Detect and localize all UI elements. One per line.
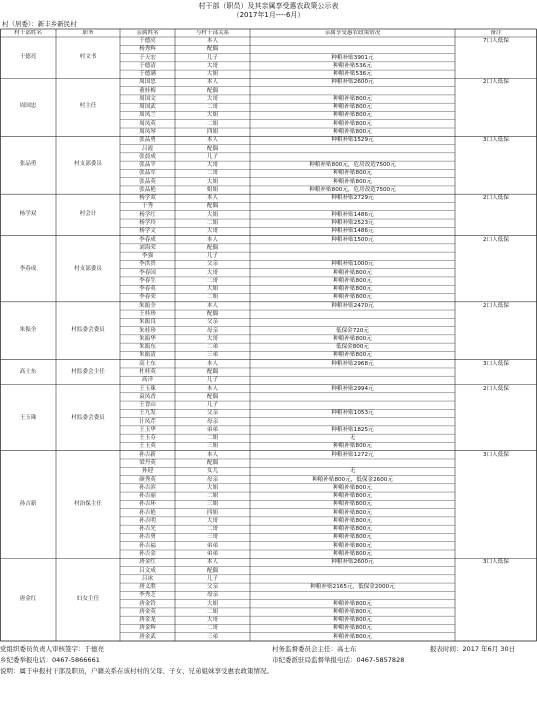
policy-info: 种粮补贴1272元 <box>331 451 374 458</box>
policy-info: 种粮补贴800元 <box>333 617 372 624</box>
policy-info: 种粮补贴800元 <box>333 608 372 615</box>
relative-name: 李秀芝 <box>139 592 156 599</box>
relative-name: 计凤芹 <box>139 418 156 425</box>
relative-name: 颜秀英 <box>139 476 156 483</box>
relation: 二姐 <box>206 220 219 227</box>
policy-info: 种粮补贴800元 <box>333 443 372 450</box>
relation: 配偶 <box>206 203 219 210</box>
relation: 三哥 <box>206 534 219 541</box>
relative-name: 朱振清 <box>139 352 156 359</box>
relative-name: 王玉芬 <box>139 435 156 442</box>
relative-name: 唐金英 <box>139 608 156 615</box>
policy-info: 种粮补贴800元 <box>333 501 372 508</box>
relation: 配偶 <box>206 459 219 466</box>
relation: 大姐 <box>206 286 219 293</box>
relation: 配偶 <box>206 244 219 251</box>
policy-info <box>251 45 454 53</box>
remark: 7口人低保 <box>483 38 509 44</box>
relative-name: 董桂梅 <box>139 87 156 94</box>
relative-name: 王玉华 <box>139 426 156 433</box>
relative-name: 张品平 <box>139 162 156 169</box>
relative-name: 王晋山 <box>139 402 156 409</box>
relative-name: 杨秀辉 <box>139 46 156 53</box>
relative-name: 唐金铃 <box>139 600 156 607</box>
relation: 配偶 <box>206 311 219 318</box>
relative-name: 王玉英 <box>139 443 156 450</box>
policy-info <box>251 244 454 252</box>
relation: 配偶 <box>206 567 219 574</box>
footer-note: 说明：属于申报村干部及职员，户籍关系在该村村的父母、子女、兄弟姐妹享受惠农政策情况。 <box>0 667 273 675</box>
relation: 大姐 <box>206 71 219 78</box>
cadre-name: 唐金红 <box>19 596 37 603</box>
remark: 3口人低保 <box>483 559 509 566</box>
policy-info: 种粮补贴2968元 <box>331 360 374 367</box>
relation: 大哥 <box>206 335 219 342</box>
remark: 2口人低保 <box>483 195 509 202</box>
remark: 3口人低保 <box>483 137 509 144</box>
relative-name: 孙吉艳 <box>139 509 156 516</box>
relation: 大哥 <box>206 95 219 102</box>
relative-name: 周国忠 <box>139 79 156 86</box>
policy-info <box>251 37 454 45</box>
policy-info: 种粮补贴800元 <box>333 509 372 516</box>
relative-name: 朱振华 <box>139 335 156 342</box>
policy-info: 种粮补贴2729元 <box>331 195 374 202</box>
policy-info: 种粮补贴2523元 <box>331 220 374 227</box>
relation: 姐姐 <box>206 186 219 193</box>
relative-name: 李洪贵 <box>139 261 156 268</box>
relative-name: 于德满 <box>139 71 156 78</box>
relative-name: 孙吉勇 <box>139 534 156 541</box>
relation: 四姐 <box>206 509 219 516</box>
policy-info <box>251 418 454 426</box>
policy-info: 种粮补贴1486元 <box>331 211 374 218</box>
relative-name: 杨学双 <box>139 195 156 202</box>
cadre-name: 高士东 <box>19 368 37 375</box>
relation: 二姐 <box>206 493 219 500</box>
relation: 四姐 <box>206 129 219 135</box>
policy-info: 低保金800元 <box>335 344 370 351</box>
policy-info: 种粮补贴2600元 <box>331 79 374 86</box>
cadre-duty: 村治保主任 <box>74 500 102 507</box>
relation: 二弟 <box>206 344 219 351</box>
relation: 三弟 <box>206 633 219 640</box>
relative-name: 李春英 <box>139 286 156 293</box>
policy-info <box>251 393 454 401</box>
column-header: 职务 <box>82 30 94 36</box>
relative-name: 张品英 <box>139 178 156 185</box>
relation: 配偶 <box>206 393 219 400</box>
relative-name: 李强 <box>141 253 154 260</box>
relative-name: 周凤琴 <box>139 129 156 135</box>
policy-info: 种粮补贴1053元 <box>331 410 374 417</box>
policy-info: 种粮补贴800元 <box>333 484 372 491</box>
footer-report-time: 报表时间：2017 年6月 30日 <box>430 645 516 653</box>
relative-name: 孙吉丽 <box>139 493 156 500</box>
cadre-duty: 村支部委员 <box>74 265 102 272</box>
remark: 3口人低保 <box>483 360 509 367</box>
relation: 本人 <box>206 451 219 458</box>
cadre-duty: 村支部委员 <box>74 161 102 168</box>
relative-name: 刘海荣 <box>139 244 156 251</box>
relative-name: 唐金辉 <box>139 625 156 632</box>
unit-label: 村（居委）：新丰乡新民村 <box>2 20 77 28</box>
policy-info <box>251 252 454 260</box>
footer-phone2: 市纪委派驻局监督举报电话：0467-5857828 <box>272 656 405 664</box>
policy-info: 种粮补贴800元 <box>333 269 372 276</box>
relative-name: 唐金武 <box>139 633 156 640</box>
policy-info: 种粮补贴800元 <box>333 542 372 549</box>
relation: 弟弟 <box>206 550 219 557</box>
relative-name: 李春生 <box>139 277 156 284</box>
period: （2017年1月----6月） <box>232 11 305 19</box>
relation: 儿子 <box>206 377 219 384</box>
relation: 本人 <box>206 236 219 243</box>
relative-name: 杨学玲 <box>139 220 156 227</box>
relative-name: 孙吉光 <box>139 526 156 533</box>
policy-info: 种粮补贴800元 <box>333 277 372 284</box>
relative-name: 孙吉福 <box>139 542 156 549</box>
relative-name: 周国文 <box>139 95 156 102</box>
policy-info: 种粮补贴800元 <box>333 120 372 127</box>
policy-info: 种粮补贴800元，危房改造7500元 <box>309 162 396 169</box>
relation: 二哥 <box>206 526 219 533</box>
relation: 大哥 <box>206 517 219 524</box>
relative-name: 唐金红 <box>139 559 156 566</box>
policy-info: 无 <box>349 468 356 475</box>
relative-name: 高士东 <box>139 360 156 367</box>
relative-name: 杨学红 <box>139 211 156 218</box>
relative-name: 王玉珠 <box>139 385 156 392</box>
relative-name: 于德清 <box>139 62 156 69</box>
relation: 二姐 <box>206 294 219 301</box>
relative-name: 孙吉明 <box>139 517 156 524</box>
policy-info: 种粮补贴536元 <box>333 71 372 78</box>
policy-info: 种粮补贴800元 <box>333 178 372 185</box>
footer-supervisor: 村务监督委员会主任：高士东 <box>272 645 357 653</box>
relation: 本人 <box>206 79 219 86</box>
relation: 二姐 <box>206 120 219 127</box>
policy-info: 种粮补贴800元，低保金2600元 <box>312 476 393 483</box>
relation: 二哥 <box>206 104 219 111</box>
cadre-name: 周国忠 <box>19 103 37 110</box>
relative-name: 唐义胜 <box>139 584 156 591</box>
policy-info <box>251 145 454 153</box>
relative-name: 周凤英 <box>139 120 156 127</box>
relation: 父亲 <box>206 261 219 268</box>
relation: 本人 <box>206 360 219 367</box>
cadre-duty: 村会计 <box>79 211 97 218</box>
remark: 2口人低保 <box>483 236 509 243</box>
remark: 2口人低保 <box>483 79 509 86</box>
relation: 儿子 <box>206 575 219 582</box>
relative-name: 孙吉滨 <box>139 484 156 491</box>
relative-name: 朱振全 <box>139 302 156 309</box>
policy-info: 种粮补贴800元 <box>333 550 372 557</box>
relation: 本人 <box>206 385 219 392</box>
relative-name: 吕冰 <box>141 575 154 582</box>
relative-name: 吕文成 <box>139 567 156 574</box>
relation: 大姐 <box>206 484 219 491</box>
relative-name: 张品艳 <box>139 186 156 193</box>
cadre-name: 杨学双 <box>19 211 37 218</box>
policy-info: 种粮补贴2470元 <box>331 302 374 309</box>
policy-info: 种粮补贴1486元 <box>331 228 374 235</box>
policy-info: 种粮补贴800元，危房改造7500元 <box>309 186 396 193</box>
relative-name: 袁凤香 <box>139 393 156 400</box>
relation: 父亲 <box>206 410 219 417</box>
policy-info <box>251 368 454 376</box>
relative-name: 吕霞 <box>141 145 154 152</box>
relation: 大哥 <box>206 269 219 276</box>
relation: 三姐 <box>206 501 219 508</box>
policy-info <box>251 575 454 583</box>
policy-info: 种粮补贴800元 <box>333 534 372 541</box>
policy-info: 种粮补贴1825元 <box>331 426 374 433</box>
policy-info: 种粮补贴800元 <box>333 129 372 135</box>
cadre-duty: 妇女主任 <box>76 596 100 603</box>
relation: 大哥 <box>206 228 219 235</box>
relation: 父亲 <box>206 319 219 326</box>
cadre-name: 王玉珠 <box>19 414 37 421</box>
cadre-duty: 村主任 <box>79 103 97 110</box>
policy-info: 种粮补贴2600元 <box>331 559 374 566</box>
relation: 本人 <box>206 137 219 144</box>
relation: 母亲 <box>206 327 219 334</box>
policy-info <box>251 376 454 384</box>
relation: 配偶 <box>206 87 219 94</box>
policy-info <box>251 202 454 210</box>
policy-info: 种粮补贴1000元 <box>331 261 374 268</box>
relation: 二姐 <box>206 608 219 615</box>
relation: 二姐 <box>206 435 219 442</box>
remark: 3口人低保 <box>483 451 509 458</box>
page-title: 村干部（职员）及其亲属享受惠农政策公示表 <box>198 2 339 10</box>
policy-info: 无 <box>349 435 356 442</box>
relative-name: 孙吉新 <box>139 451 156 458</box>
policy-info: 种粮补贴800元 <box>333 625 372 632</box>
relation: 大姐 <box>206 211 219 218</box>
policy-info: 种粮补贴800元 <box>333 112 372 119</box>
relation: 本人 <box>206 559 219 566</box>
relative-name: 梁丹英 <box>139 459 156 466</box>
relation: 配偶 <box>206 368 219 375</box>
relation: 配偶 <box>206 145 219 152</box>
policy-info: 种粮补贴800元 <box>333 352 372 359</box>
relative-name: 于秀 <box>141 203 154 210</box>
relation: 本人 <box>206 195 219 202</box>
policy-info: 种粮补贴800元 <box>333 517 372 524</box>
policy-info: 种粮补贴536元 <box>333 62 372 69</box>
relative-name: 李春荣 <box>139 294 156 301</box>
cadre-duty: 村文书 <box>79 54 97 60</box>
column-header: 村干部姓名 <box>14 30 42 36</box>
remark: 2口人低保 <box>483 302 509 309</box>
relation: 本人 <box>206 302 219 309</box>
cadre-name: 于德亮 <box>19 54 37 60</box>
relative-name: 杜桂英 <box>139 368 156 375</box>
policy-info: 种粮补贴800元 <box>333 286 372 293</box>
relation: 大哥 <box>206 617 219 624</box>
column-header: 亲属姓名 <box>136 30 159 36</box>
remark: 2口人低保 <box>483 385 509 392</box>
policy-info: 种粮补贴800元 <box>333 170 372 177</box>
relation: 大姐 <box>206 178 219 185</box>
relative-name: 孙吉金 <box>139 550 156 557</box>
relative-name: 张品军 <box>139 170 156 177</box>
relation: 二哥 <box>206 277 219 284</box>
relative-name: 孙迎 <box>141 468 154 475</box>
relative-name: 张品勇 <box>139 137 156 144</box>
relation: 女儿 <box>206 468 219 475</box>
policy-info <box>251 310 454 318</box>
relation: 大哥 <box>206 162 219 169</box>
policy-info: 种粮补贴800元 <box>333 294 372 301</box>
relative-name: 张晨成 <box>139 153 156 160</box>
column-header: 备注 <box>490 30 502 36</box>
policy-info <box>251 153 454 161</box>
relation: 母亲 <box>206 592 219 599</box>
relation: 儿子 <box>206 253 219 260</box>
relative-name: 高洋 <box>141 377 154 384</box>
policy-info: 种粮补贴3901元 <box>331 54 374 61</box>
relation: 三姐 <box>206 443 219 450</box>
relative-name: 周国武 <box>139 104 156 111</box>
policy-info <box>251 567 454 575</box>
relation: 二哥 <box>206 170 219 177</box>
relation: 弟弟 <box>206 542 219 549</box>
relative-name: 李春国 <box>139 269 156 276</box>
policy-info <box>251 87 454 95</box>
relative-name: 孙吉环 <box>139 501 156 508</box>
policy-info <box>251 459 454 467</box>
cadre-duty: 村监委会委员 <box>71 414 105 421</box>
relative-name: 于德亮 <box>139 38 156 44</box>
cadre-name: 孙吉新 <box>19 500 37 507</box>
policy-info: 种粮补贴800元 <box>333 95 372 102</box>
relative-name: 王桂珍 <box>139 311 156 318</box>
policy-info <box>251 318 454 326</box>
cadre-name: 朱振全 <box>19 326 37 333</box>
footer-responsible: 党组织委员负责人审核签字：于德亮 <box>0 645 104 653</box>
relation: 二哥 <box>206 625 219 632</box>
policy-info: 种粮补贴1500元 <box>331 236 374 243</box>
cadre-name: 张品勇 <box>19 161 37 168</box>
policy-info: 种粮补贴800元 <box>333 526 372 533</box>
column-header: 与村干部关系 <box>195 30 230 36</box>
relative-name: 唐金龙 <box>139 617 156 624</box>
policy-info <box>251 591 454 599</box>
policy-info: 种粮补贴800元 <box>333 493 372 500</box>
relation: 父亲 <box>206 584 219 591</box>
relation: 大哥 <box>206 62 219 69</box>
relative-name: 朱振良 <box>139 319 156 326</box>
cadre-duty: 村监委会委员 <box>71 326 105 333</box>
relative-name: 王九发 <box>139 410 156 417</box>
policy-info: 种粮补贴800元 <box>333 335 372 342</box>
relative-name: 朱桂珍 <box>139 327 156 334</box>
policy-info: 种粮补贴800元 <box>333 633 372 640</box>
policy-info: 种粮补贴800元 <box>333 600 372 607</box>
policy-info <box>251 401 454 409</box>
relation: 本人 <box>206 38 219 44</box>
relation: 儿子 <box>206 402 219 409</box>
relative-name: 朱振东 <box>139 344 156 351</box>
policy-info: 种粮补贴2165元，低保金2000元 <box>310 584 395 591</box>
relative-name: 杨学文 <box>139 228 156 235</box>
relative-name: 于天宏 <box>139 54 156 61</box>
column-header: 亲属享受惠农政策情况 <box>324 30 381 36</box>
policy-info: 种粮补贴800元 <box>333 104 372 111</box>
relation: 弟弟 <box>206 426 219 433</box>
relative-name: 周凤兰 <box>139 112 156 119</box>
relation: 儿子 <box>206 54 219 61</box>
relation: 配偶 <box>206 46 219 53</box>
relation: 儿子 <box>206 153 219 160</box>
relation: 母亲 <box>206 476 219 483</box>
relation: 三弟 <box>206 352 219 359</box>
footer-phone1: 乡纪委举报电话：0467-5866661 <box>0 656 100 664</box>
policy-info: 种粮补贴2994元 <box>331 385 374 392</box>
policy-info: 低保金720元 <box>335 327 370 334</box>
relation: 大姐 <box>206 600 219 607</box>
cadre-name: 李春成 <box>19 265 37 272</box>
cadre-duty: 村监委会主任 <box>71 368 105 375</box>
policy-info: 种粮补贴1529元 <box>331 137 374 144</box>
relation: 大姐 <box>206 112 219 119</box>
relation: 母亲 <box>206 418 219 425</box>
relative-name: 李春成 <box>139 236 156 243</box>
